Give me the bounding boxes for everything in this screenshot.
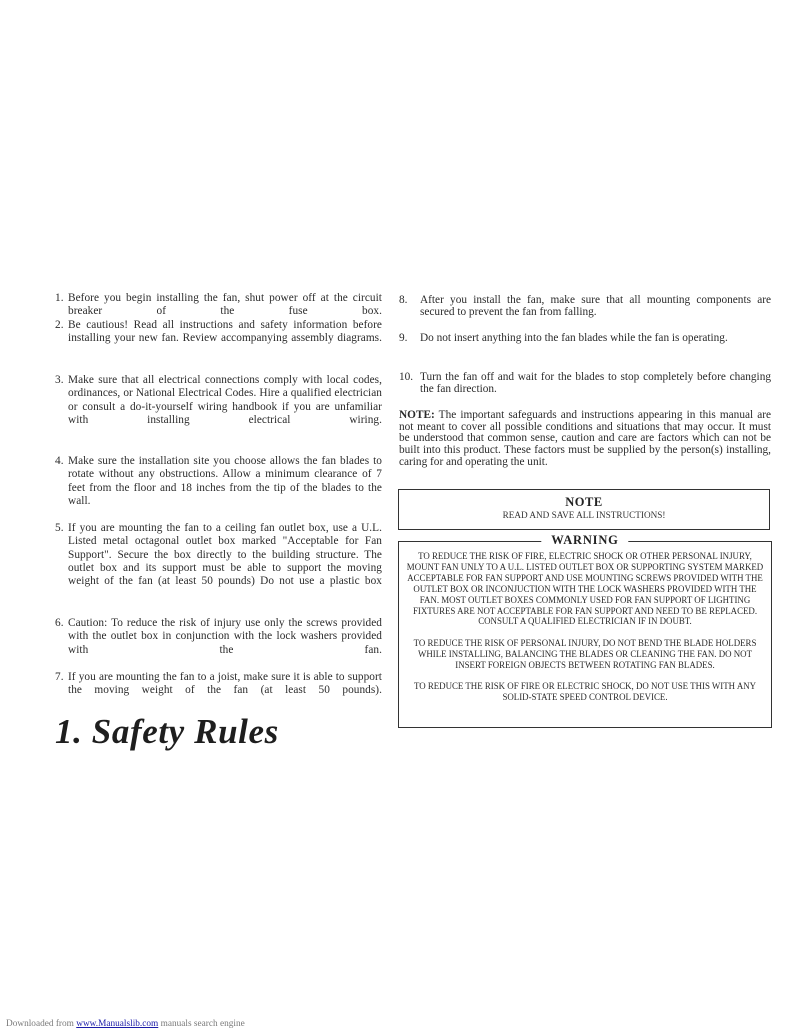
warning-box-body: [403, 551, 767, 713]
safety-rule-3: [55, 374, 382, 440]
rule-number: 6.: [55, 617, 64, 629]
rule-number: 3.: [55, 374, 64, 386]
safety-rule-6: [55, 617, 382, 670]
rule-number: 10.: [399, 371, 414, 383]
note-label: NOTE:: [399, 409, 435, 421]
rule-text: Make sure that all electrical connections comply with local codes, ordinances, or National Electrical Codes. Hire a qualified electrician or consult a do-it-yourself wiring handbook if you are unfamiliar with installing electrical wiring.: [68, 374, 382, 426]
manualslib-link[interactable]: www.Manualslib.com: [76, 1019, 159, 1029]
safety-rule-8: [399, 295, 771, 319]
rule-text: Do not insert anything into the fan blades while the fan is operating.: [420, 332, 728, 344]
footer-prefix: Downloaded from: [6, 1019, 77, 1029]
rule-text: If you are mounting the fan to a ceiling fan outlet box, use a U.L. Listed metal octagonal outlet box marked "Acceptable for Fan Support". Secure the box directly to the building structure. The outlet box and its support must be able to support the moving weight of the fan (at least 50 pounds) Do not use a plastic box: [68, 522, 382, 588]
section-title: 1. Safety Rules: [55, 712, 279, 751]
warning-box: [398, 533, 772, 728]
note-box-text: READ AND SAVE ALL INSTRUCTIONS!: [502, 510, 666, 520]
rule-number: 5.: [55, 522, 64, 534]
rule-text: Caution: To reduce the risk of injury use only the screws provided with the outlet box in conjunction with the lock washers provided with the fan.: [68, 617, 382, 656]
download-footer: [6, 1019, 245, 1029]
safety-rule-5: [55, 522, 382, 602]
rule-number: 2.: [55, 319, 64, 331]
rule-text: Make sure the installation site you choose allows the fan blades to rotate without any obstructions. Allow a minimum clearance of 7 feet from the floor and 18 inches from the tip of the blades to the wall.: [68, 455, 382, 507]
rule-number: 9.: [399, 332, 408, 344]
footer-suffix: manuals search engine: [158, 1019, 245, 1029]
rule-text: Be cautious! Read all instructions and safety information before installing your new fan. Review accompanying assembly diagrams.: [68, 319, 382, 345]
note-box: [398, 489, 770, 530]
rule-text: Turn the fan off and wait for the blades to stop completely before changing the fan direction.: [420, 371, 771, 395]
note-text: The important safeguards and instructions appearing in this manual are not meant to cover all possible conditions and situations that may occur. It must be understood that common sense, caution and care are factors which can not be built into this product. These factors must be supplied by the person(s) installing, caring for and operating the unit.: [399, 409, 771, 468]
warning-box-title: WARNING: [541, 533, 628, 548]
warning-paragraph-3: TO REDUCE THE RISK OF FIRE OR ELECTRIC SHOCK, DO NOT USE THIS WITH ANY SOLID-STATE SPEED CONTROL DEVICE.: [413, 681, 757, 702]
warning-paragraph-1: TO REDUCE THE RISK OF FIRE, ELECTRIC SHOCK OR OTHER PERSONAL INJURY, MOUNT FAN UNLY TO A U.L. LISTED OUTLET BOX OR SUPPORTING SYSTEM MARKED ACCEPTABLE FOR FAN SUPPORT AND USE MOUNTING SCREWS PROVIDED WITH THE OUTLET BOX OR INCONJUCTION WITH THE LOCK WASHERS PROVIDED WITH THE FAN. MOST OUTLET BOXES COMMONLY USED FOR FAN SUPPORT OF LIGHTING FIXTURES ARE NOT ACCEPTABLE FOR FAN SUPPORT AND NEED TO BE REPLACED. CONSULT A QUALIFIED ELECTRICIAN IF IN DOUBT.: [406, 551, 764, 627]
warning-paragraph-2: TO REDUCE THE RISK OF PERSONAL INJURY, DO NOT BEND THE BLADE HOLDERS WHILE INSTALLING, BALANCING THE BLADES OR CLEANING THE FAN. DO NOT INSERT FOREIGN OBJECTS BETWEEN ROTATING FAN BLADES.: [413, 637, 757, 670]
rule-text: Before you begin installing the fan, shut power off at the circuit breaker of the fuse box.: [68, 292, 382, 318]
rule-text: After you install the fan, make sure that all mounting components are secured to prevent the fan from falling.: [420, 294, 771, 318]
safety-rule-4: [55, 455, 382, 521]
rule-number: 8.: [399, 294, 408, 306]
safety-rule-9: [399, 333, 771, 345]
rule-number: 1.: [55, 292, 64, 304]
safety-rule-2: [55, 319, 382, 359]
rule-number: 4.: [55, 455, 64, 467]
rule-number: 7.: [55, 671, 64, 683]
note-box-title: NOTE: [565, 495, 603, 509]
safety-rule-10: [399, 372, 771, 396]
safety-rule-7: [55, 671, 382, 711]
rule-text: If you are mounting the fan to a joist, make sure it is able to support the moving weight of the fan (at least 50 pounds).: [68, 671, 382, 697]
note-paragraph: [399, 410, 771, 469]
